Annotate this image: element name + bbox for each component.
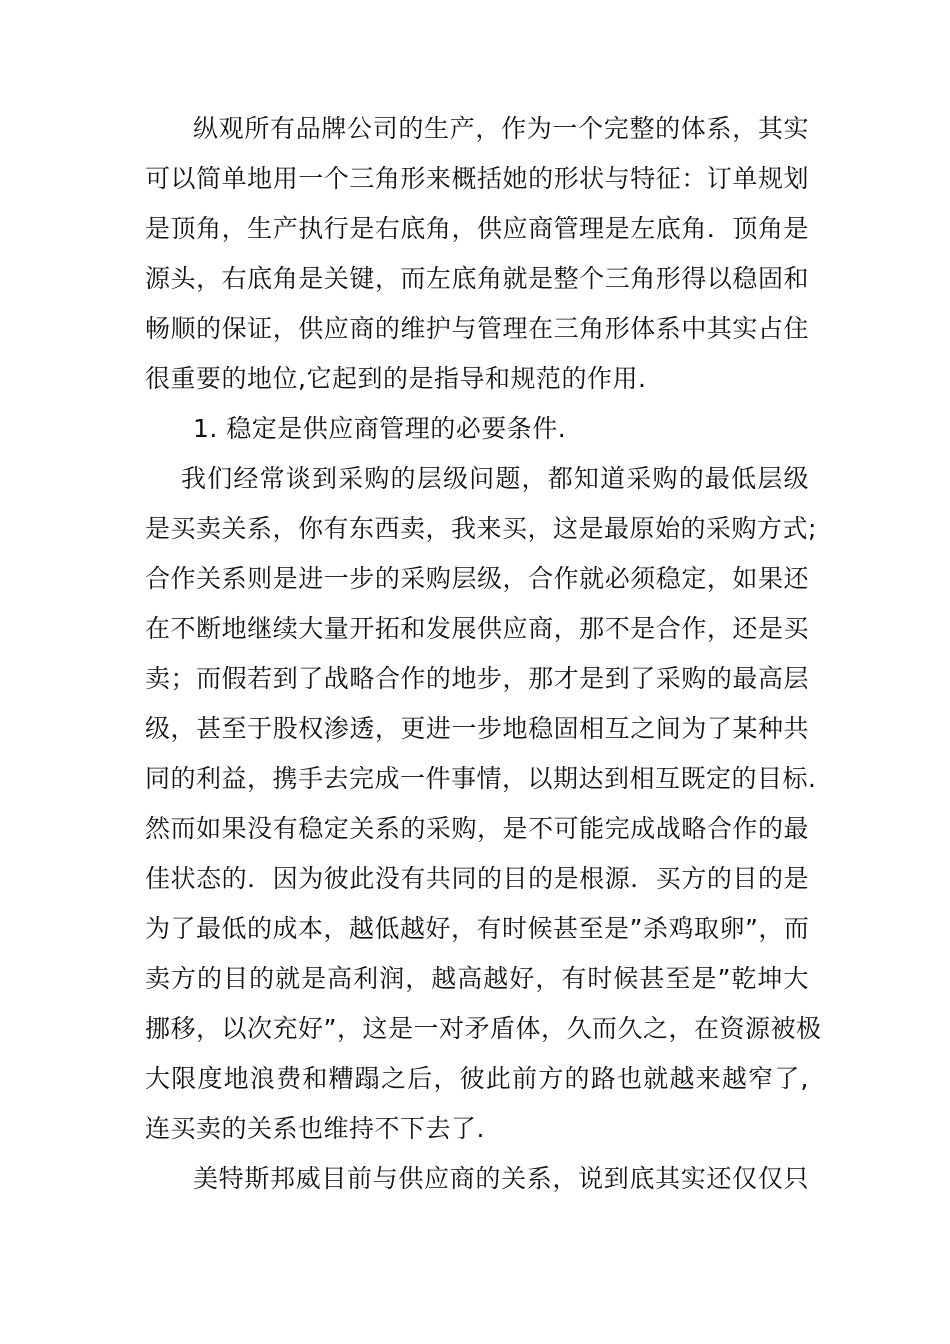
paragraph-line: 纵观所有品牌公司的生产，作为一个完整的体系，其实 (193, 114, 809, 143)
paragraph-line: 大限度地浪费和糟蹋之后，彼此前方的路也就越来越窄了, (145, 1064, 809, 1093)
paragraph-line: 级，甚至于股权渗透，更进一步地稳固相互之间为了某种共 (145, 714, 809, 743)
paragraph-line: 挪移，以次充好”，这是一对矛盾体，久而久之，在资源被极 (145, 1014, 822, 1043)
paragraph-line: 畅顺的保证，供应商的维护与管理在三角形体系中其实占住 (145, 314, 809, 343)
paragraph-line: 合作关系则是进一步的采购层级，合作就必须稳定，如果还 (145, 564, 809, 593)
paragraph-line: 连买卖的关系也维持不下去了. (145, 1114, 485, 1143)
paragraph-line: 在不断地继续大量开拓和发展供应商，那不是合作，还是买 (145, 614, 809, 643)
paragraph-line: 很重要的地位,它起到的是指导和规范的作用. (145, 364, 647, 393)
paragraph-line: 佳状态的．因为彼此没有共同的目的是根源．买方的目的是 (145, 864, 809, 893)
paragraph-line: 美特斯邦威目前与供应商的关系，说到底其实还仅仅只 (193, 1164, 809, 1193)
paragraph-line: 可以简单地用一个三角形来概括她的形状与特征：订单规划 (145, 164, 809, 193)
paragraph-line: 是买卖关系，你有东西卖，我来买，这是最原始的采购方式; (145, 514, 817, 543)
paragraph-line: 卖方的目的就是高利润，越高越好，有时候甚至是”乾坤大 (145, 964, 809, 993)
paragraph-line: 为了最低的成本，越低越好，有时候甚至是”杀鸡取卵”，而 (145, 914, 810, 943)
paragraph-line: 同的利益，携手去完成一件事情，以期达到相互既定的目标. (145, 764, 817, 793)
section-heading: 1. 稳定是供应商管理的必要条件. (193, 414, 567, 443)
paragraph-line: 卖；而假若到了战略合作的地步，那才是到了采购的最高层 (145, 664, 809, 693)
paragraph-line: 源头，右底角是关键，而左底角就是整个三角形得以稳固和 (145, 264, 809, 293)
paragraph-line: 是顶角，生产执行是右底角，供应商管理是左底角．顶角是 (145, 214, 809, 243)
paragraph-line: 然而如果没有稳定关系的采购，是不可能完成战略合作的最 (145, 814, 809, 843)
paragraph-line: 我们经常谈到采购的层级问题，都知道采购的最低层级 (181, 464, 809, 493)
